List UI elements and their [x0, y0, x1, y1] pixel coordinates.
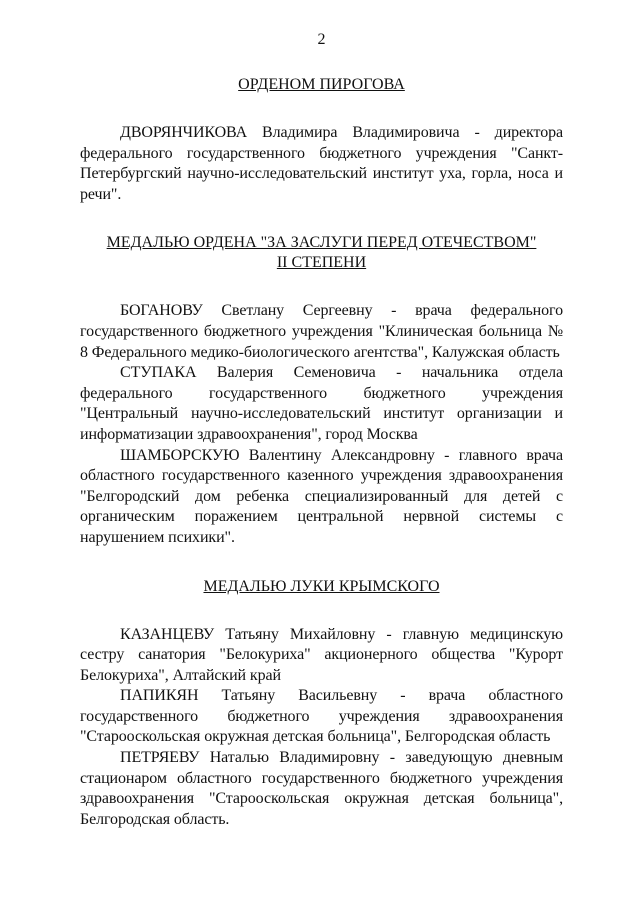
- award-entry: ШАМБОРСКУЮ Валентину Александровну - главного врача областного государственного казенного учреждения здравоохранения "Белгородский дом ребенка специализированный для детей с органическим поражением центральной нервной системы с нарушением психики".: [80, 446, 563, 546]
- award-entry: ПАПИКЯН Татьяну Васильевну - врача областного государственного бюджетного учреждения здравоохранения "Старооскольская окружная детская больница", Белгородская область: [80, 687, 563, 746]
- award-section-pirogov: [80, 75, 563, 205]
- document-page: [80, 30, 563, 858]
- section-heading-line: ОРДЕНОМ ПИРОГОВА: [238, 76, 405, 93]
- award-entry: ДВОРЯНЧИКОВА Владимира Владимировича - директора федерального государственного бюджетного учреждения "Санкт-Петербургский научно-исследовательский институт уха, горла, носа и речи".: [80, 124, 563, 203]
- award-section-luka-krymsky: [80, 577, 563, 831]
- award-entry: СТУПАКА Валерия Семеновича - начальника отдела федерального государственного бюджетного учреждения "Центральный научно-исследовательский институт организации и информатизации здравоохранения", город Москва: [80, 364, 563, 443]
- section-heading: [80, 75, 563, 95]
- section-heading-line: II СТЕПЕНИ: [276, 254, 367, 272]
- award-entry: КАЗАНЦЕВУ Татьяну Михайловну - главную медицинскую сестру санатория "Белокуриха" акционерного общества "Курорт Белокуриха", Алтайский край: [80, 625, 563, 684]
- page-number: 2: [317, 31, 326, 48]
- award-entry: ПЕТРЯЕВУ Наталью Владимировну - заведующую дневным стационаром областного государственного бюджетного учреждения здравоохранения "Старооскольская окружная детская больница", Белгородская область.: [80, 749, 563, 828]
- award-section-merit-medal: [80, 233, 563, 548]
- section-heading: [80, 233, 563, 273]
- section-heading-line: МЕДАЛЬЮ ЛУКИ КРЫМСКОГО: [203, 577, 440, 595]
- award-entry: БОГАНОВУ Светлану Сергеевну - врача федерального государственного бюджетного учреждения "Клиническая больница № 8 Федерального медико-биологического агентства", Калужская область: [80, 302, 563, 361]
- section-heading-line: МЕДАЛЬЮ ОРДЕНА "ЗА ЗАСЛУГИ ПЕРЕД ОТЕЧЕСТВОМ": [106, 234, 537, 252]
- section-heading: [80, 577, 563, 597]
